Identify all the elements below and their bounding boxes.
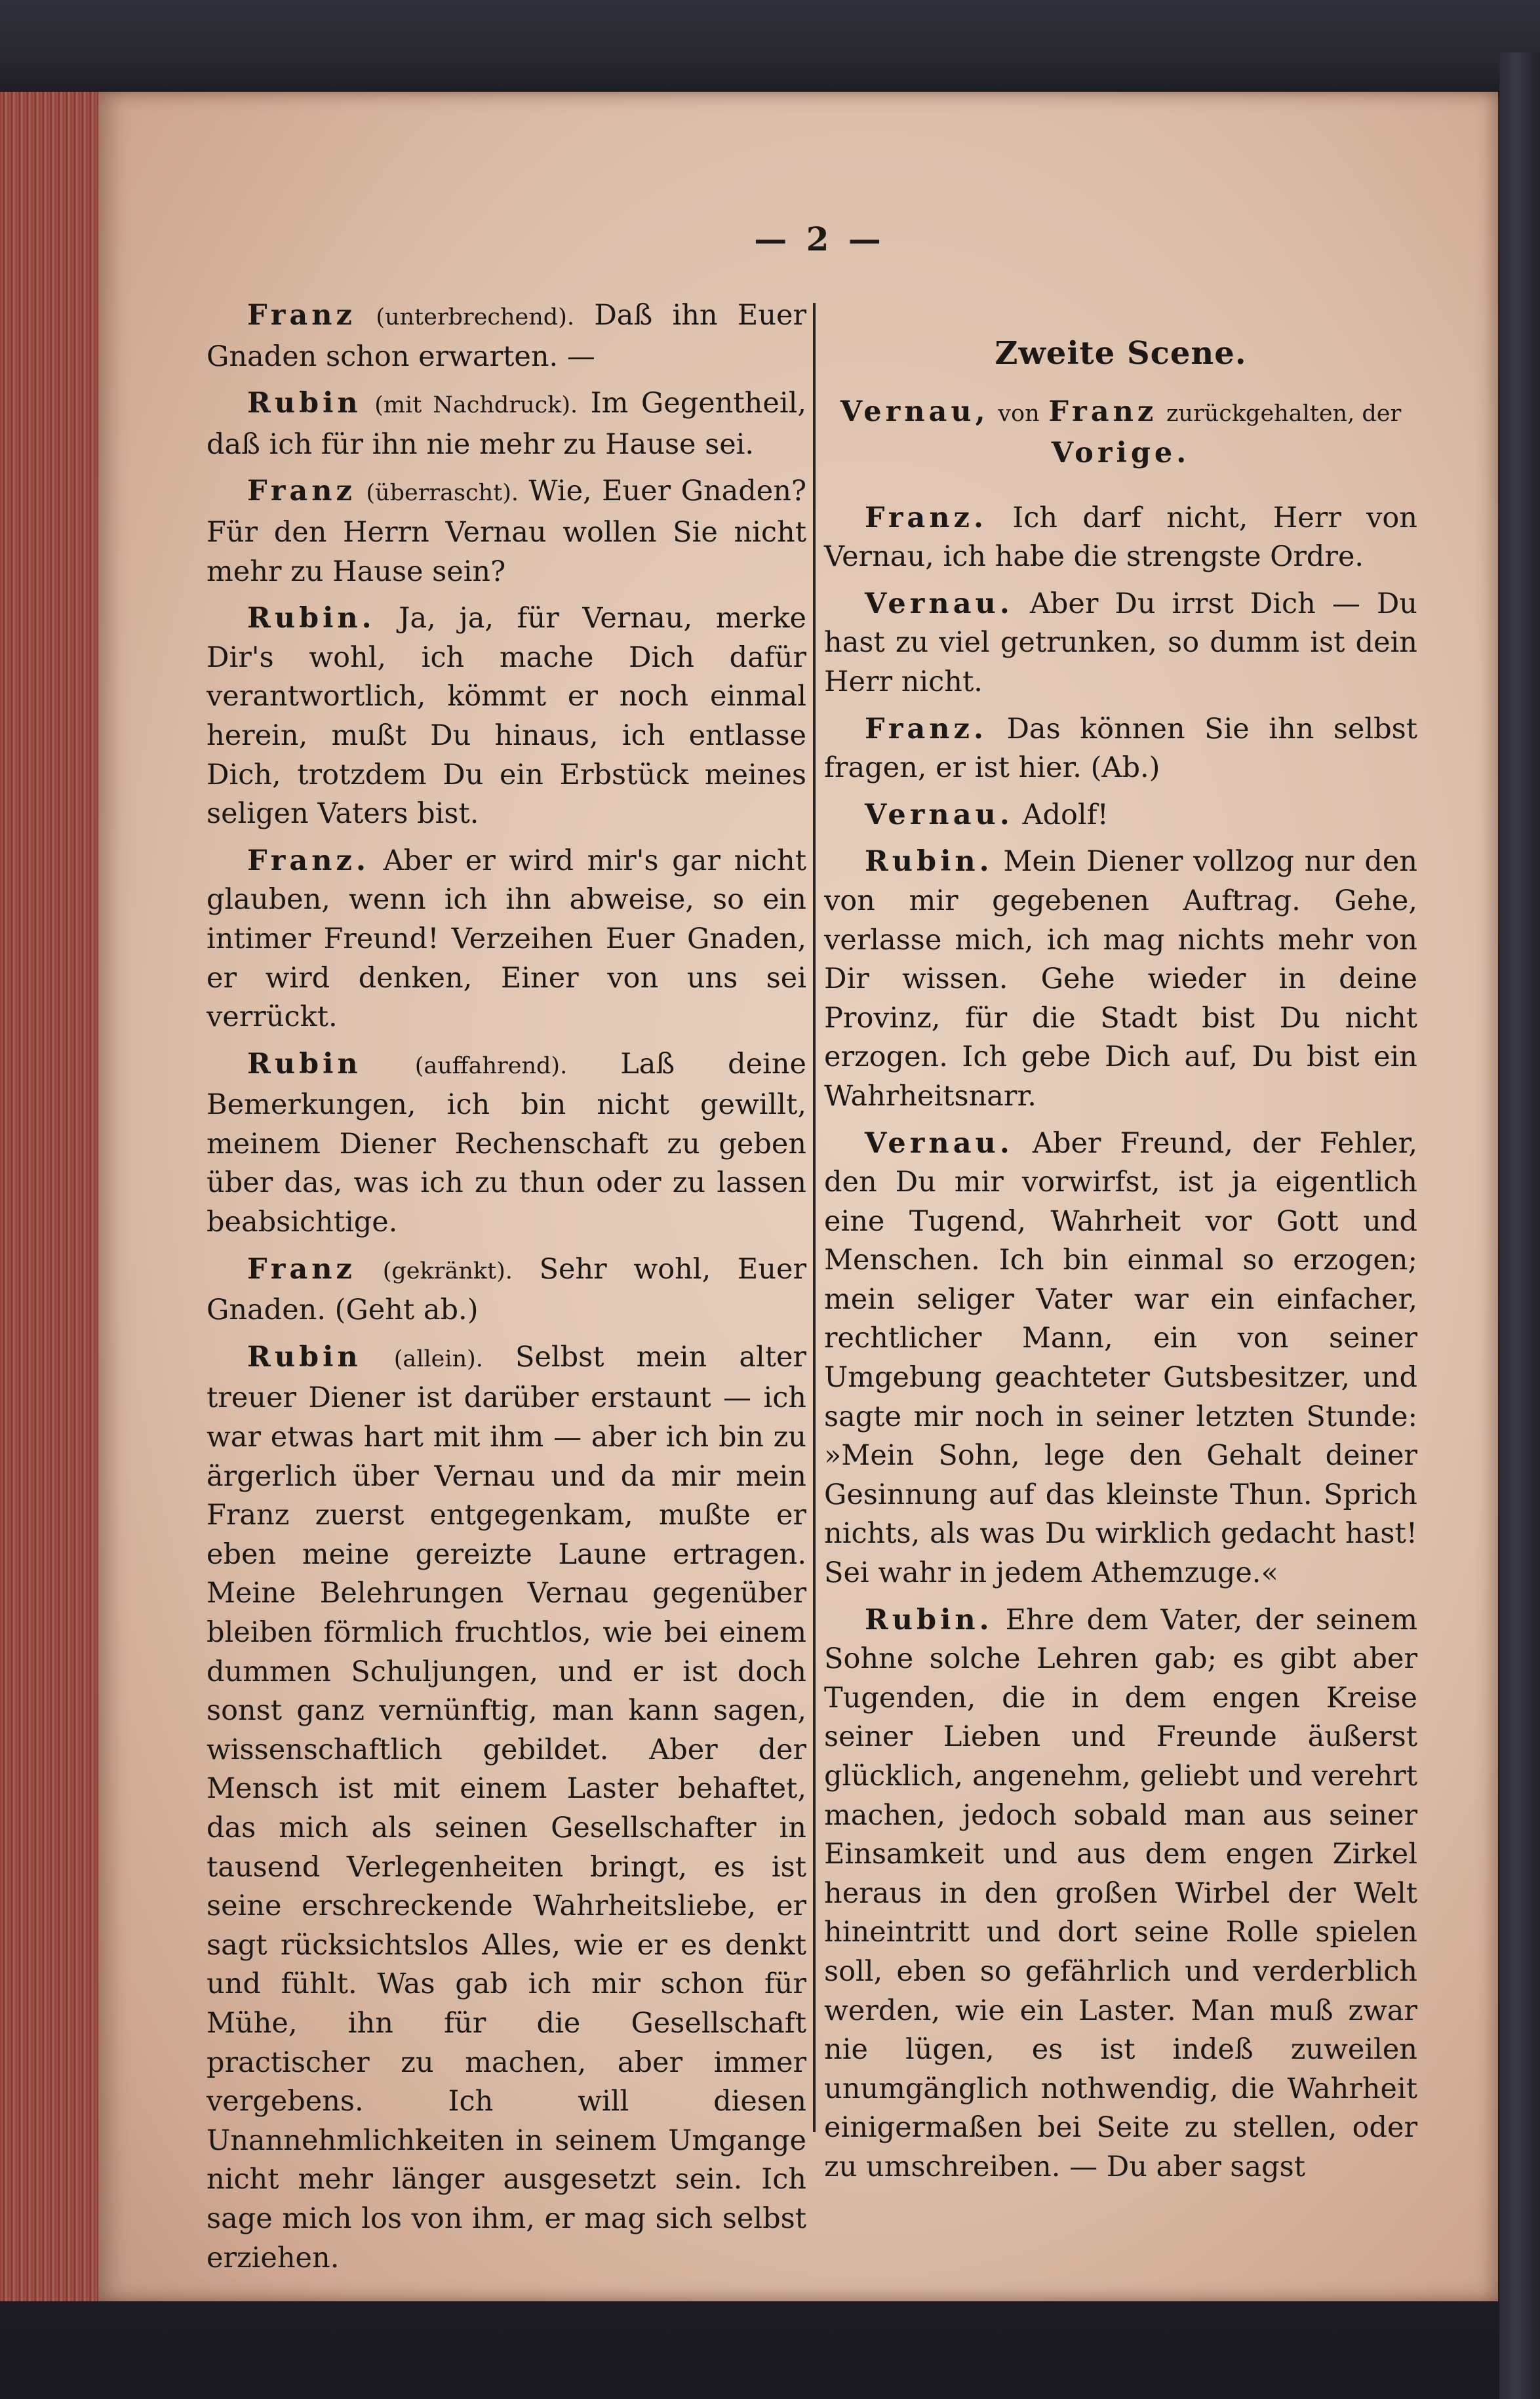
character-name: Vorige. bbox=[1051, 436, 1191, 469]
speaker-name: Franz. bbox=[247, 844, 370, 877]
stage-direction: (unterbrechend). bbox=[376, 304, 574, 330]
dialogue-text: Aber Du irrst Dich — Du hast zu viel getrunken, so dumm ist dein Herr nicht. bbox=[824, 587, 1417, 698]
stage-direction: (gekränkt). bbox=[382, 1258, 513, 1284]
dialogue-text: Aber er wird mir's gar nicht glauben, wenn ich ihn abweise, so ein intimer Freund! Verzeihen Euer Gnaden, er wird denken, Einer von uns sei verrückt. bbox=[207, 844, 806, 1034]
dialogue-paragraph bbox=[824, 843, 1417, 1116]
dialogue-text: Adolf! bbox=[1022, 798, 1109, 831]
character-name: Franz bbox=[1048, 395, 1158, 428]
speaker-name: Franz. bbox=[865, 712, 987, 745]
dialogue-text: Mein Diener vollzog nur den von mir gegebenen Auftrag. Gehe, verlasse mich, ich mag nichts mehr von Dir wissen. Gehe wieder in deine Provinz, für die Stadt bist Du nicht erzogen. Ich gebe Dich auf, Du bist ein Wahrheitsnarr. bbox=[824, 845, 1417, 1113]
dialogue-text: Im Gegentheil, daß ich für ihn nie mehr zu Hause sei. bbox=[207, 387, 806, 461]
dialogue-text: Ja, ja, für Vernau, merke Dir's wohl, ich mache Dich dafür verantwortlich, kömmt er noch einmal herein, mußt Du hinaus, ich entlasse Dich, trotzdem Du ein Erbstück meines seligen Vaters bist. bbox=[207, 602, 806, 831]
dialogue-text: Daß ihn Euer Gnaden schon erwarten. — bbox=[207, 299, 807, 373]
book-cover-top bbox=[0, 0, 1540, 98]
dialogue-paragraph bbox=[207, 472, 806, 591]
dialogue-paragraph bbox=[207, 1250, 806, 1330]
dialogue-paragraph bbox=[824, 1601, 1417, 2187]
speaker-name: Vernau. bbox=[865, 587, 1014, 620]
dialogue-text: Sehr wohl, Euer Gnaden. (Geht ab.) bbox=[207, 1252, 807, 1327]
speaker-name: Vernau. bbox=[865, 1126, 1014, 1160]
dialogue-text: Ehre dem Vater, der seinem Sohne solche Lehren gab; es gibt aber Tugenden, die in dem engen Kreise seiner Lieben und Freunde äußerst glücklich, angenehm, geliebt und verehrt machen, jedoch sobald man aus seiner Einsamkeit und aus dem engen Zirkel heraus in den großen Wirbel der Welt hineintritt und dort seine Rolle spielen soll, eben so gefährlich und verderblich werden, wie ein Laster. Man muß zwar nie lügen, es ist indeß zuweilen unumgänglich nothwendig, die Wahrheit einigermaßen bei Seite zu stellen, oder zu umschreiben. — Du aber sagst bbox=[824, 1603, 1417, 2183]
scene-title: Zweite Scene. bbox=[995, 335, 1247, 372]
dialogue-paragraph bbox=[824, 1124, 1417, 1593]
dialogue-paragraph bbox=[207, 296, 806, 376]
dialogue-text: Laß deine Bemerkungen, ich bin nicht gewillt, meinem Diener Rechenschaft zu geben über das, was ich zu thun oder zu lassen beabsichtige. bbox=[207, 1047, 807, 1239]
dialogue-paragraph bbox=[824, 499, 1417, 577]
dialogue-paragraph bbox=[207, 1045, 806, 1242]
speaker-name: Franz bbox=[247, 299, 356, 332]
speaker-name: Rubin bbox=[247, 1047, 362, 1081]
dialogue-text: Selbst mein alter treuer Diener ist darüber erstaunt — ich war etwas hart mit ihm — aber ich bin zu ärgerlich über Vernau und da mir mein Franz zuerst entgegenkam, mußte er eben meine gereizte Laune ertragen. Meine Belehrungen Vernau gegenüber bleiben förmlich fruchtlos, wie bei einem dummen Schuljungen, und er ist doch sonst ganz vernünftig, man kann sagen, wissenschaftlich gebildet. Aber der Mensch ist mit einem Laster behaftet, das mich als seinen Gesellschafter in tausend Verlegenheiten bringt, es ist seine erschreckende Wahrheitsliebe, er sagt rücksichtslos Alles, wie er es denkt und fühlt. Was gab ich mir schon für Mühe, ihn für die Gesellschaft practischer zu machen, aber immer vergebens. Ich will diesen Unannehmlichkeiten in seinem Umgange nicht mehr länger ausgesetzt sein. Ich sage mich los von ihm, er mag sich selbst erziehen. bbox=[207, 1340, 806, 2274]
speaker-name: Franz bbox=[247, 1252, 356, 1286]
character-name: Vernau, bbox=[840, 395, 989, 428]
dialogue-paragraph bbox=[207, 842, 806, 1037]
speaker-name: Rubin. bbox=[247, 602, 376, 635]
stage-direction: (überrascht). bbox=[366, 480, 519, 507]
dialogue-paragraph bbox=[824, 796, 1417, 835]
page-edges bbox=[0, 92, 105, 2301]
scene-characters bbox=[824, 392, 1417, 473]
speaker-name: Rubin. bbox=[865, 1603, 993, 1636]
dialogue-text: Das können Sie ihn selbst fragen, er ist hier. (Ab.) bbox=[824, 712, 1418, 785]
speaker-name: Rubin bbox=[247, 1340, 362, 1374]
stage-direction: (allein). bbox=[393, 1345, 483, 1372]
dialogue-text: Wie, Euer Gnaden? Für den Herrn Vernau wollen Sie nicht mehr zu Hause sein? bbox=[207, 475, 806, 588]
stage-direction: (auffahrend). bbox=[414, 1052, 568, 1079]
dialogue-paragraph bbox=[824, 710, 1417, 788]
right-column bbox=[824, 296, 1417, 2195]
dialogue-paragraph bbox=[207, 599, 806, 834]
dialogue-paragraph bbox=[207, 1338, 806, 2278]
column-divider bbox=[813, 303, 816, 2132]
speaker-name: Rubin. bbox=[865, 845, 993, 879]
stage-direction: zurückgehalten, der bbox=[1166, 400, 1402, 427]
book-cover-right bbox=[1499, 52, 1540, 2399]
dialogue-text: Aber Freund, der Fehler, den Du mir vorwirfst, ist ja eigentlich eine Tugend, Wahrheit vor Gott und Menschen. Ich bin einmal so erzogen; mein seliger Vater war ein einfacher, rechtlicher Mann, ein von seiner Umgebung geachteter Gutsbesitzer, und sagte mir noch in seiner letzten Stunde: »Mein Sohn, lege den Gehalt deiner Gesinnung auf das kleinste Thun. Sprich nichts, als was Du wirklich gedacht hast! Sei wahr in jedem Athemzuge.« bbox=[824, 1126, 1418, 1590]
speaker-name: Vernau. bbox=[865, 798, 1014, 831]
stage-direction: von bbox=[998, 400, 1040, 427]
speaker-name: Franz. bbox=[865, 501, 987, 534]
page-number: — 2 — bbox=[754, 220, 885, 258]
speaker-name: Rubin bbox=[247, 387, 362, 420]
left-column bbox=[207, 296, 806, 2286]
stage-direction: (mit Nachdruck). bbox=[374, 392, 578, 419]
dialogue-text: Ich darf nicht, Herr von Vernau, ich habe die strengste Ordre. bbox=[824, 501, 1417, 574]
dialogue-paragraph bbox=[207, 384, 806, 464]
dialogue-paragraph bbox=[824, 585, 1417, 702]
speaker-name: Franz bbox=[247, 475, 356, 508]
